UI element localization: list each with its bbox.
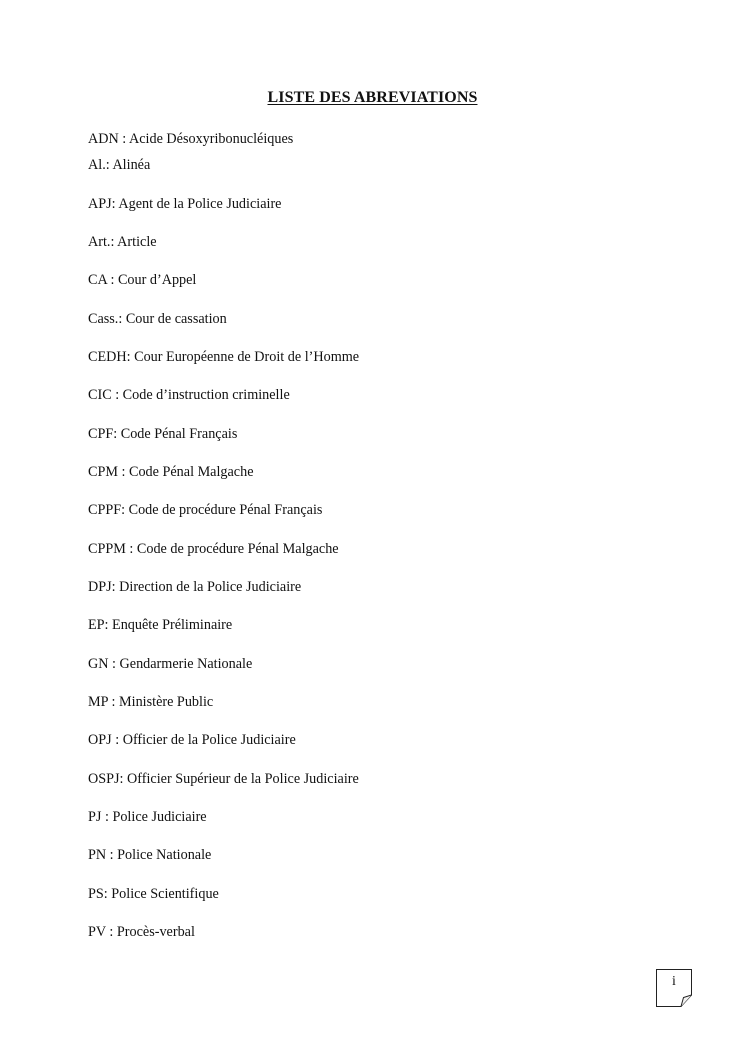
abbreviation-entry: EP: Enquête Préliminaire xyxy=(88,617,233,633)
abbreviation-entry: OPJ : Officier de la Police Judiciaire xyxy=(88,732,296,748)
page-title: LISTE DES ABREVIATIONS xyxy=(267,89,478,106)
abbreviation-entry: CA : Cour d’Appel xyxy=(88,272,197,288)
abbreviation-entry: Cass.: Cour de cassation xyxy=(88,311,227,327)
abbreviation-entry: GN : Gendarmerie Nationale xyxy=(88,656,253,672)
abbreviation-entry: CEDH: Cour Européenne de Droit de l’Homme xyxy=(88,349,360,365)
page-number-box xyxy=(656,969,692,1007)
abbreviation-entry: APJ: Agent de la Police Judiciaire xyxy=(88,196,282,212)
abbreviation-entry: MP : Ministère Public xyxy=(88,694,214,710)
abbreviation-entry: CPPM : Code de procédure Pénal Malgache xyxy=(88,541,339,557)
abbreviation-entry: OSPJ: Officier Supérieur de la Police Judiciaire xyxy=(88,771,359,787)
abbreviation-entry: CPF: Code Pénal Français xyxy=(88,426,238,442)
abbreviation-entry: PJ : Police Judiciaire xyxy=(88,809,207,825)
abbreviation-entry: ADN : Acide Désoxyribonucléiques xyxy=(88,131,294,147)
abbreviation-entry: Art.: Article xyxy=(88,234,157,250)
abbreviation-entry: Al.: Alinéa xyxy=(88,157,151,173)
page-number: i xyxy=(672,974,676,989)
abbreviation-entry: PS: Police Scientifique xyxy=(88,886,219,902)
abbreviation-entry: PN : Police Nationale xyxy=(88,847,212,863)
abbreviation-entry: CPPF: Code de procédure Pénal Français xyxy=(88,502,323,518)
abbreviation-entry: PV : Procès-verbal xyxy=(88,924,195,940)
abbreviation-entry: DPJ: Direction de la Police Judiciaire xyxy=(88,579,302,595)
abbreviation-entry: CPM : Code Pénal Malgache xyxy=(88,464,254,480)
abbreviation-entry: CIC : Code d’instruction criminelle xyxy=(88,387,290,403)
